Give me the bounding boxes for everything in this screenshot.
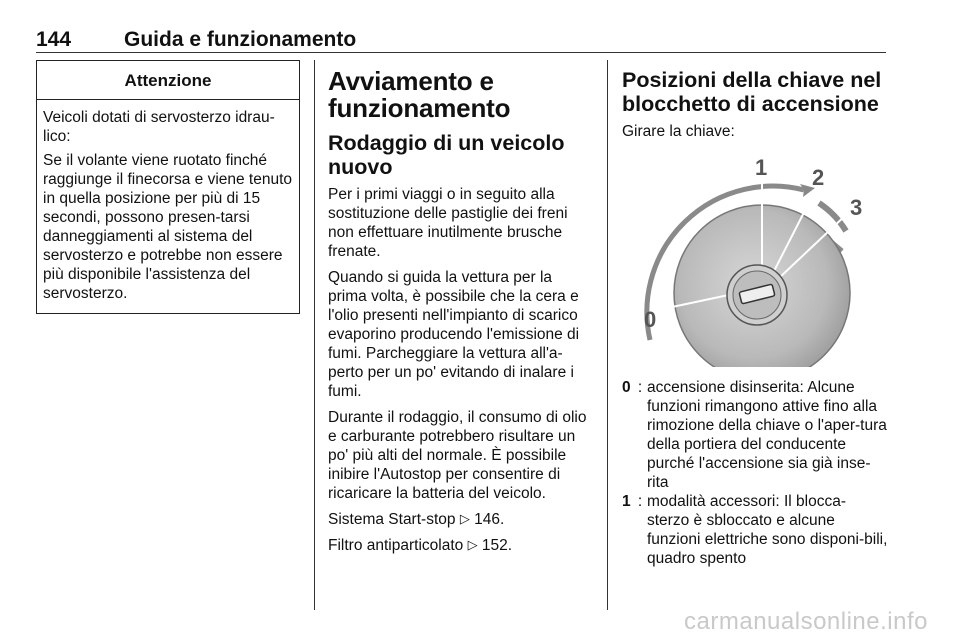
page-ref-arrow-icon: ▷ — [467, 537, 478, 552]
cross-reference-text: Filtro antiparticolato — [328, 537, 464, 554]
figure-label-1: 1 — [755, 155, 768, 180]
column-divider — [314, 60, 315, 610]
page-number: 144 — [36, 28, 72, 51]
legend-item — [622, 492, 888, 568]
column-right — [622, 60, 888, 568]
watermark: carmanualsonline.info — [684, 608, 928, 635]
warning-title: Attenzione — [37, 61, 299, 100]
key-positions-legend — [622, 378, 888, 568]
page-ref-arrow-icon: ▷ — [459, 511, 470, 526]
section-subtitle: Rodaggio di un veicolo nuovo — [328, 131, 565, 179]
body-paragraph: Per i primi viaggi o in seguito alla sostituzione delle pastiglie dei freni non effettuare inutilmente brusche frenate. — [328, 186, 568, 260]
warning-box — [36, 60, 300, 314]
column-divider — [607, 60, 608, 610]
cross-reference[interactable] — [328, 510, 594, 529]
figure-label-2: 2 — [812, 165, 825, 190]
key-positions-intro: Girare la chiave: — [622, 123, 735, 140]
legend-separator: : — [637, 379, 643, 396]
legend-text: accensione disinserita: Alcune funzioni rimangono attive fino alla rimozione della chiave o l'aper-tura della portiera del conducente purché l'accensione sia già inse-rita — [647, 379, 887, 491]
column-middle — [328, 60, 594, 555]
legend-text: modalità accessori: Il blocca-sterzo è sbloccato e alcune funzioni elettriche sono disponi-bili, quadro spento — [647, 493, 888, 567]
cross-reference-page: 146. — [474, 511, 505, 528]
section-title: Avviamento e funzionamento — [328, 66, 511, 123]
chapter-title: Guida e funzionamento — [124, 28, 357, 51]
cross-reference[interactable] — [328, 536, 594, 555]
ignition-key-figure — [622, 155, 888, 367]
page-header — [36, 28, 886, 52]
legend-key: 1 — [622, 493, 631, 510]
warning-paragraph: Se il volante viene ruotato finché raggiunge il finecorsa e viene tenuto in quella posizione per più di 15 secondi, possono presen-tarsi danneggiamenti al sistema del servosterzo e potrebbe non essere più disponibile l'assistenza del servosterzo. — [43, 152, 293, 302]
header-rule — [36, 52, 886, 53]
legend-item — [622, 378, 888, 492]
legend-separator: : — [637, 493, 643, 510]
figure-label-0: 0 — [644, 307, 657, 332]
legend-key: 0 — [622, 379, 631, 396]
cross-reference-page: 152. — [481, 537, 513, 554]
body-paragraph: Durante il rodaggio, il consumo di olio e carburante potrebbero risultare un po' più alti del normale. È possibile inibire l'Autostop per consentire di ricaricare la batteria del veicolo. — [328, 409, 587, 502]
warning-paragraph: Veicoli dotati di servosterzo idrau-lico: — [43, 109, 275, 145]
figure-label-3: 3 — [850, 195, 863, 220]
ignition-switch-illustration — [622, 155, 888, 367]
column-left — [36, 60, 300, 314]
warning-body — [37, 100, 299, 313]
key-positions-title: Posizioni della chiave nel blocchetto di accensione — [622, 68, 882, 116]
cross-reference-text: Sistema Start-stop — [328, 511, 456, 528]
body-paragraph: Quando si guida la vettura per la prima volta, è possibile che la cera e l'olio presenti nell'impianto di scarico evaporino producendo l'emissione di fumi. Parcheggiare la vettura all'a-perto per un po' evitando di inalare i fumi. — [328, 269, 580, 400]
